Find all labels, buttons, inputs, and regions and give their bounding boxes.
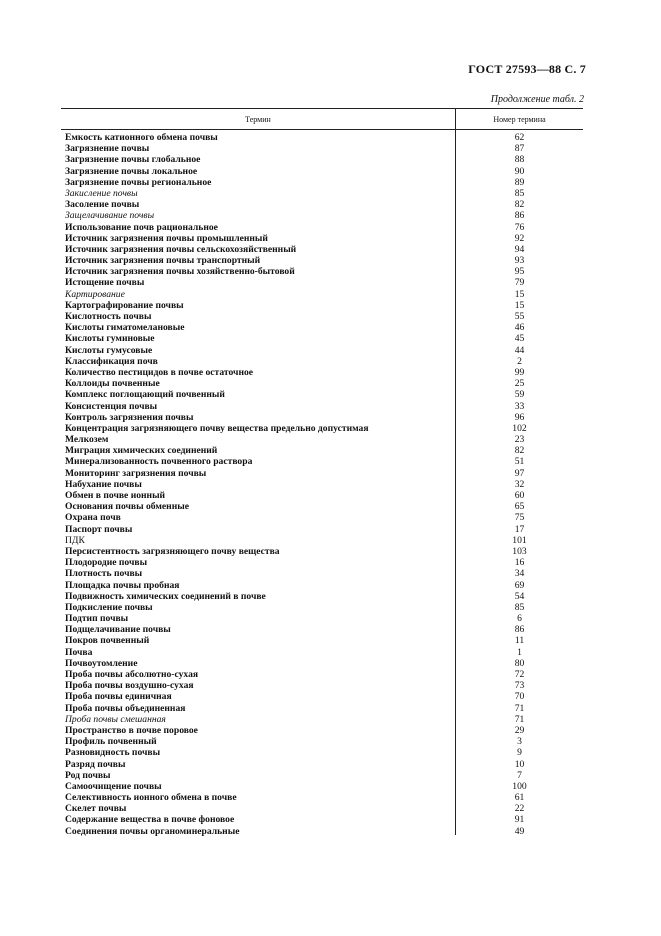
term-cell: Самоочищение почвы — [65, 780, 162, 792]
table-row — [61, 445, 583, 456]
term-cell: Консистенция почвы — [65, 400, 158, 412]
number-cell: 2 — [517, 355, 522, 367]
table-row — [61, 255, 583, 266]
term-cell: Персистентность загрязняющего почву вещества — [65, 545, 280, 557]
terms-table — [61, 108, 583, 837]
term-cell: Набухание почвы — [65, 478, 142, 490]
term-cell: Скелет почвы — [65, 803, 127, 815]
number-cell: 15 — [514, 288, 525, 300]
term-cell: Почва — [65, 646, 93, 658]
table-row — [61, 546, 583, 557]
table-row — [61, 680, 583, 691]
table-row — [61, 188, 583, 199]
term-cell: Закисление почвы — [65, 187, 138, 199]
term-cell: Основания почвы обменные — [65, 501, 189, 513]
table-row — [61, 770, 583, 781]
table-row — [61, 725, 583, 736]
number-cell: 86 — [514, 624, 525, 636]
table-row — [61, 501, 583, 512]
table-row — [61, 378, 583, 389]
table-row — [61, 580, 583, 591]
table-row — [61, 669, 583, 680]
term-cell: Соединения почвы органоминеральные — [65, 825, 240, 837]
number-cell: 71 — [514, 702, 525, 714]
table-row — [61, 814, 583, 825]
number-cell: 15 — [514, 299, 525, 311]
table-caption: Продолжение табл. 2 — [490, 94, 584, 105]
term-cell: Обмен в почве ионный — [65, 490, 166, 501]
table-row — [61, 714, 583, 725]
term-cell: Минерализованность почвенного раствора — [65, 456, 253, 468]
table-row — [61, 557, 583, 568]
table-row — [61, 333, 583, 344]
table-row — [61, 456, 583, 467]
column-header-number: Номер термина — [493, 115, 546, 124]
term-cell: Подщелачивание почвы — [65, 624, 171, 636]
page-header: ГОСТ 27593—88 С. 7 — [468, 62, 586, 76]
term-cell: Истощение почвы — [65, 277, 145, 289]
table-row — [61, 479, 583, 490]
table-row — [61, 367, 583, 378]
table-row — [61, 635, 583, 646]
table-row — [61, 613, 583, 624]
table-row — [61, 311, 583, 322]
number-cell: 99 — [514, 366, 525, 378]
term-cell: Пространство в почве поровое — [65, 724, 198, 736]
number-cell: 17 — [514, 523, 525, 535]
number-cell: 95 — [514, 266, 525, 278]
table-row — [61, 154, 583, 165]
term-cell: Род почвы — [65, 769, 111, 781]
term-cell: Плодородие почвы — [65, 557, 148, 569]
number-cell: 85 — [514, 601, 525, 613]
number-cell: 87 — [514, 143, 525, 155]
number-cell: 90 — [514, 165, 525, 177]
number-cell: 75 — [514, 512, 525, 524]
term-cell: Картографирование почвы — [65, 299, 184, 311]
number-cell: 59 — [514, 389, 525, 401]
term-cell: Источник загрязнения почвы промышленный — [65, 232, 268, 244]
term-cell: Содержание вещества в почве фоновое — [65, 814, 235, 826]
table-row — [61, 468, 583, 479]
table-row — [61, 602, 583, 613]
term-cell: Покров почвенный — [65, 635, 150, 647]
number-cell: 73 — [514, 680, 525, 692]
term-cell: Подвижность химических соединений в почве — [65, 590, 266, 602]
term-cell: Источник загрязнения почвы транспортный — [65, 255, 261, 267]
number-cell: 92 — [514, 232, 525, 244]
number-cell: 103 — [512, 545, 527, 557]
term-cell: Комплекс поглощающий почвенный — [65, 389, 225, 401]
table-row — [61, 568, 583, 579]
number-cell: 79 — [514, 277, 525, 289]
number-cell: 44 — [514, 344, 525, 356]
table-row — [61, 736, 583, 747]
term-cell: Подтип почвы — [65, 613, 129, 625]
number-cell: 60 — [514, 490, 525, 501]
table-row — [61, 277, 583, 288]
table-row — [61, 389, 583, 400]
number-cell: 46 — [514, 322, 525, 334]
number-cell: 82 — [514, 445, 525, 457]
number-cell: 49 — [514, 825, 525, 837]
term-cell: Проба почвы единичная — [65, 691, 172, 703]
table-row — [61, 781, 583, 792]
number-cell: 102 — [512, 422, 527, 434]
term-cell: Мониторинг загрязнения почвы — [65, 467, 207, 479]
term-cell: Разновидность почвы — [65, 747, 161, 759]
number-cell: 51 — [514, 456, 525, 468]
table-row — [61, 244, 583, 255]
number-cell: 6 — [517, 613, 522, 625]
table-row — [61, 792, 583, 803]
table-row — [61, 132, 583, 143]
term-cell: Коллоиды почвенные — [65, 378, 160, 390]
table-row — [61, 143, 583, 154]
number-cell: 62 — [514, 132, 525, 143]
number-cell: 7 — [517, 769, 522, 781]
term-cell: Классификация почв — [65, 355, 158, 367]
number-cell: 25 — [514, 378, 525, 390]
column-divider — [455, 108, 456, 835]
number-cell: 45 — [514, 333, 525, 345]
number-cell: 70 — [514, 691, 525, 703]
number-cell: 100 — [512, 780, 527, 792]
table-row — [61, 423, 583, 434]
term-cell: Проба почвы смешанная — [65, 713, 166, 725]
term-cell: Картирование — [65, 288, 125, 300]
term-cell: Подкисление почвы — [65, 601, 153, 613]
table-row — [61, 647, 583, 658]
table-row — [61, 591, 583, 602]
number-cell: 54 — [514, 590, 525, 602]
table-header — [61, 108, 583, 130]
number-cell: 94 — [514, 243, 525, 255]
term-cell: Проба почвы воздушно-сухая — [65, 680, 194, 692]
table-row — [61, 512, 583, 523]
number-cell: 80 — [514, 657, 525, 669]
term-cell: Профиль почвенный — [65, 736, 157, 748]
table-row — [61, 759, 583, 770]
term-cell: Загрязнение почвы — [65, 143, 150, 155]
table-row — [61, 345, 583, 356]
table-row — [61, 826, 583, 837]
table-row — [61, 535, 583, 546]
term-cell: Плотность почвы — [65, 568, 143, 580]
table-row — [61, 624, 583, 635]
number-cell: 93 — [514, 255, 525, 267]
number-cell: 32 — [514, 478, 525, 490]
term-cell: Селективность ионного обмена в почве — [65, 792, 237, 804]
table-row — [61, 322, 583, 333]
number-cell: 61 — [514, 792, 525, 804]
table-row — [61, 658, 583, 669]
number-cell: 29 — [514, 724, 525, 736]
number-cell: 33 — [514, 400, 525, 412]
table-row — [61, 401, 583, 412]
table-row — [61, 434, 583, 445]
table-row — [61, 233, 583, 244]
number-cell: 11 — [514, 635, 525, 647]
table-row — [61, 300, 583, 311]
table-row — [61, 266, 583, 277]
table-row — [61, 747, 583, 758]
table-body — [61, 132, 583, 837]
number-cell: 89 — [514, 176, 525, 188]
term-cell: Миграция химических соединений — [65, 445, 218, 457]
table-row — [61, 703, 583, 714]
term-cell: Проба почвы абсолютно-сухая — [65, 669, 199, 680]
table-row — [61, 356, 583, 367]
number-cell: 65 — [514, 501, 525, 513]
term-cell: Кислоты гумусовые — [65, 344, 153, 356]
term-cell: Количество пестицидов в почве остаточное — [65, 366, 254, 378]
number-cell: 23 — [514, 434, 525, 446]
table-row — [61, 490, 583, 501]
number-cell: 101 — [512, 534, 527, 546]
number-cell: 96 — [514, 411, 525, 423]
number-cell: 55 — [514, 311, 525, 322]
term-cell: Мелкозем — [65, 434, 109, 446]
term-cell: Охрана почв — [65, 512, 121, 524]
number-cell: 16 — [514, 557, 525, 569]
number-cell: 3 — [517, 736, 522, 748]
term-cell: Загрязнение почвы глобальное — [65, 154, 201, 166]
number-cell: 10 — [514, 758, 525, 770]
term-cell: ПДК — [65, 534, 85, 546]
term-cell: Площадка почвы пробная — [65, 579, 180, 591]
term-cell: Почвоутомление — [65, 657, 138, 669]
table-row — [61, 210, 583, 221]
column-header-term: Термин — [245, 115, 271, 124]
number-cell: 86 — [514, 210, 525, 222]
table-row — [61, 199, 583, 210]
term-cell: Контроль загрязнения почвы — [65, 411, 194, 423]
table-row — [61, 289, 583, 300]
table-row — [61, 412, 583, 423]
table-row — [61, 803, 583, 814]
term-cell: Загрязнение почвы региональное — [65, 176, 212, 188]
term-cell: Кислоты гиматомелановые — [65, 322, 185, 334]
number-cell: 9 — [517, 747, 522, 759]
term-cell: Емкость катионного обмена почвы — [65, 132, 218, 143]
term-cell: Использование почв рациональное — [65, 221, 218, 233]
number-cell: 76 — [514, 221, 525, 233]
number-cell: 85 — [514, 187, 525, 199]
term-cell: Защелачивание почвы — [65, 210, 155, 222]
table-row — [61, 222, 583, 233]
number-cell: 91 — [514, 814, 525, 826]
number-cell: 1 — [517, 646, 522, 658]
number-cell: 97 — [514, 467, 525, 479]
term-cell: Засоление почвы — [65, 199, 140, 211]
table-row — [61, 177, 583, 188]
number-cell: 82 — [514, 199, 525, 211]
term-cell: Источник загрязнения почвы сельскохозяйственный — [65, 243, 297, 255]
term-cell: Концентрация загрязняющего почву вещества предельно допустимая — [65, 422, 369, 434]
term-cell: Паспорт почвы — [65, 523, 133, 535]
number-cell: 69 — [514, 579, 525, 591]
term-cell: Разряд почвы — [65, 758, 126, 770]
term-cell: Источник загрязнения почвы хозяйственно-бытовой — [65, 266, 295, 278]
term-cell: Кислотность почвы — [65, 311, 152, 322]
term-cell: Проба почвы объединенная — [65, 702, 186, 714]
term-cell: Загрязнение почвы локальное — [65, 165, 198, 177]
number-cell: 34 — [514, 568, 525, 580]
table-row — [61, 166, 583, 177]
number-cell: 72 — [514, 669, 525, 680]
number-cell: 88 — [514, 154, 525, 166]
table-row — [61, 691, 583, 702]
number-cell: 22 — [514, 803, 525, 815]
term-cell: Кислоты гуминовые — [65, 333, 155, 345]
table-row — [61, 524, 583, 535]
number-cell: 71 — [514, 713, 525, 725]
